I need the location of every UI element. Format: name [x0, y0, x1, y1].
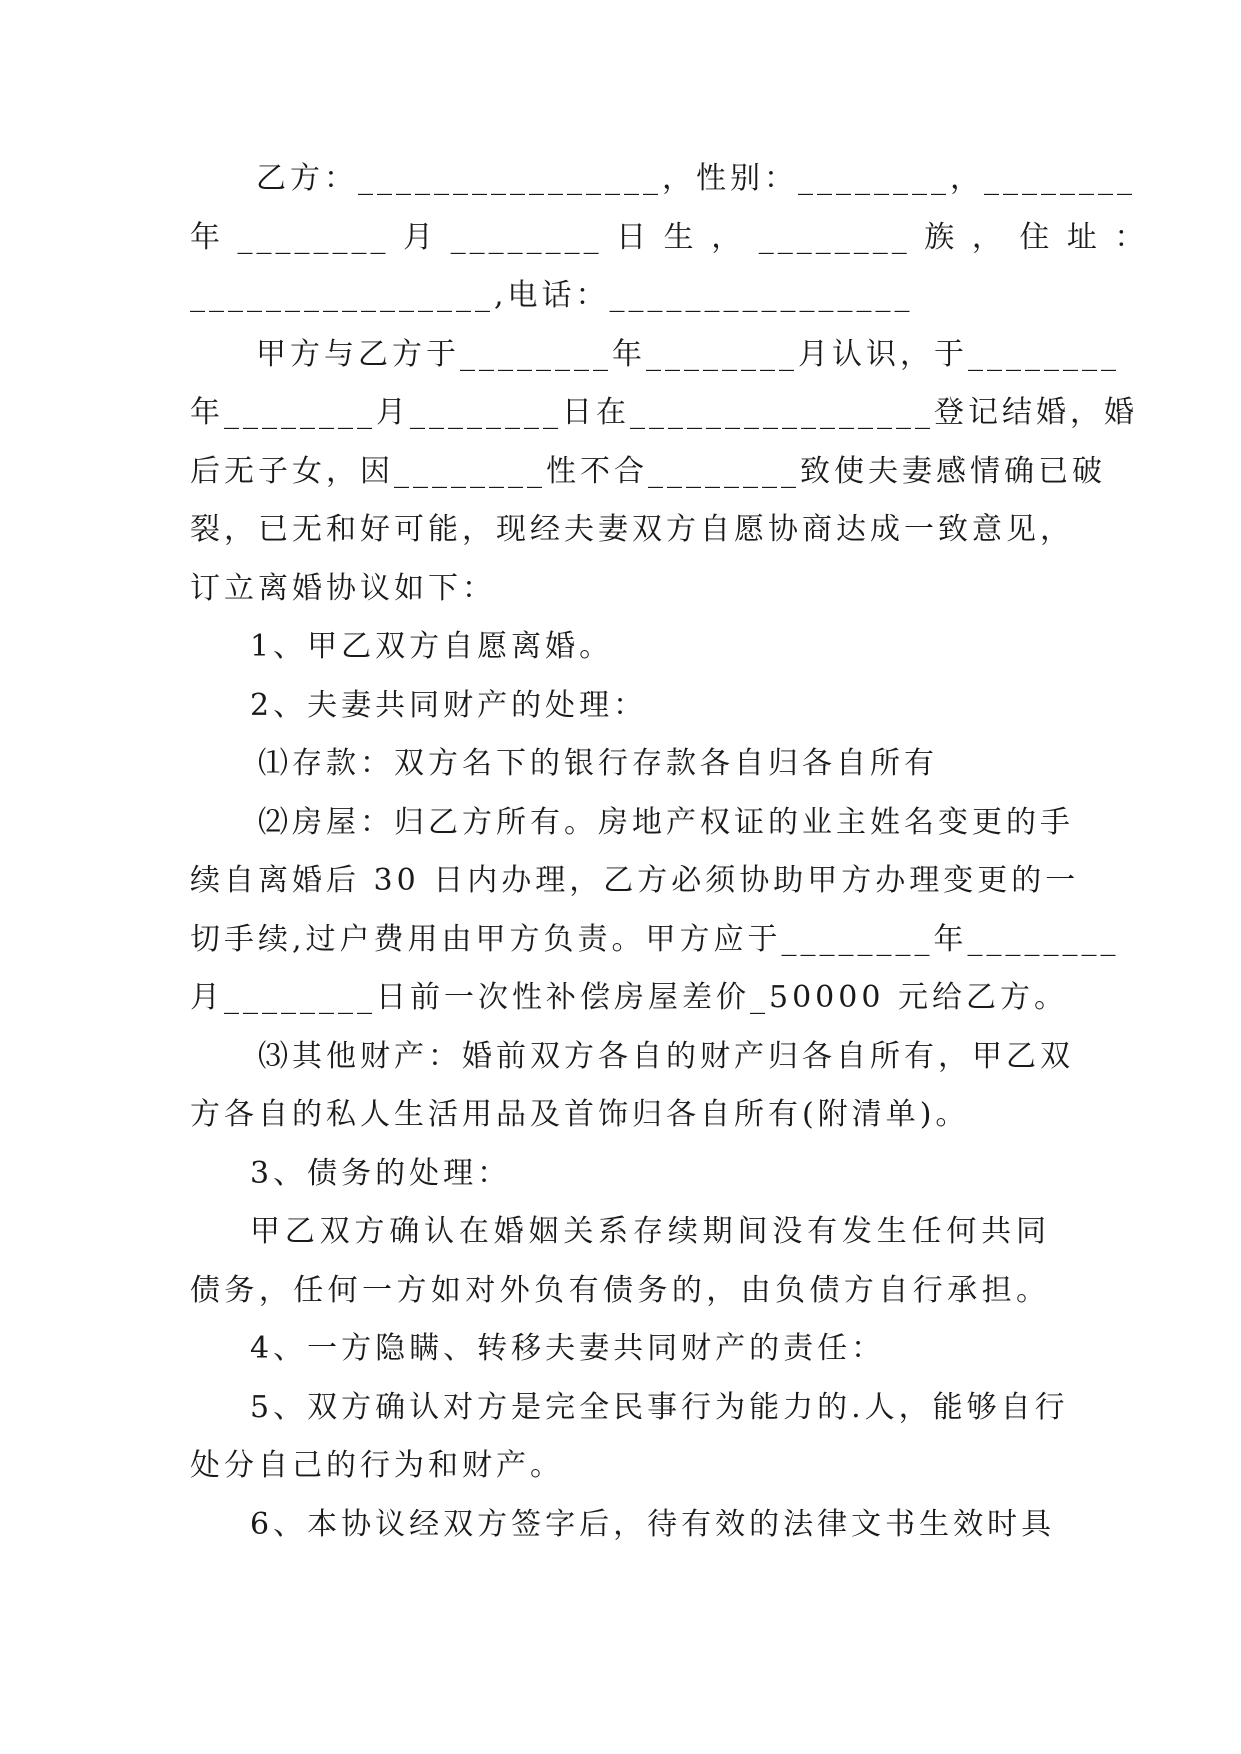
text-line: 4、一方隐瞒、转移夫妻共同财产的责任：	[250, 1331, 886, 1366]
text-line: 后无子女，因________性不合________致使夫妻感情确已破	[190, 453, 1106, 489]
text-line: 债务，任何一方如对外负有债务的，由负债方自行承担。	[190, 1272, 1050, 1308]
text-line: 乙方：________________，性别：________，________	[256, 161, 1136, 196]
text-line: 切手续,过户费用由甲方负责。甲方应于________年________	[190, 921, 1120, 957]
text-line: ⑶其他财产：婚前双方各自的财产归各自所有，甲乙双	[258, 1038, 1074, 1074]
text-line: 5、双方确认对方是完全民事行为能力的.人，能够自行	[250, 1389, 1069, 1425]
text-line: 1、甲乙双方自愿离婚。	[250, 629, 614, 664]
text-line: 年________月________日在________________登记结婚，婚	[190, 395, 1138, 430]
text-line: 续自离婚后 30 日内办理，乙方必须协助甲方办理变更的一	[190, 863, 1080, 898]
text-line: 甲乙双方确认在婚姻关系存续期间没有发生任何共同	[250, 1214, 1050, 1249]
text-line: 处分自己的行为和财产。	[190, 1448, 564, 1483]
text-line: ⑵房屋：归乙方所有。房地产权证的业主姓名变更的手	[258, 804, 1074, 840]
text-line: 2、夫妻共同财产的处理：	[250, 687, 648, 723]
text-line: 方各自的私人生活用品及首饰归各自所有(附清单)。	[190, 1097, 970, 1132]
text-line: 年 ________ 月 ________ 日 生 ， ________ 族 ， 住 址 ：	[190, 219, 1149, 255]
text-line: 月________日前一次性补偿房屋差价_50000 元给乙方。	[190, 980, 1068, 1015]
text-line: 甲方与乙方于________年________月认识，于________	[256, 336, 1120, 372]
text-line: ________________,电话：________________	[190, 278, 914, 313]
text-line: 订立离婚协议如下：	[190, 570, 496, 606]
text-line: 6、本协议经双方签字后，待有效的法律文书生效时具	[250, 1506, 1056, 1542]
text-line: 3、债务的处理：	[250, 1155, 512, 1191]
text-line: ⑴存款：双方名下的银行存款各自归各自所有	[258, 746, 938, 781]
text-line: 裂，已无和好可能，现经夫妻双方自愿协商达成一致意见，	[190, 512, 1074, 547]
document-body	[190, 150, 1149, 1554]
